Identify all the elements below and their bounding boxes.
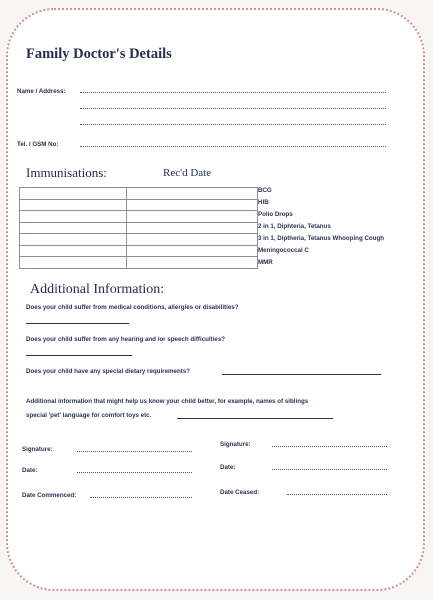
question-medical: Does your child suffer from medical conditions, allergies or disabilities? — [26, 304, 239, 311]
table-cell[interactable] — [20, 211, 127, 223]
name-address-line-2[interactable] — [80, 108, 386, 109]
question-hearing: Does your child suffer from any hearing and /or speech difficulties? — [26, 336, 226, 343]
signature-line-left[interactable] — [77, 451, 192, 452]
table-row — [20, 222, 258, 234]
table-row — [20, 245, 258, 257]
table-cell[interactable] — [20, 188, 127, 200]
table-cell[interactable] — [127, 211, 258, 223]
table-cell[interactable] — [20, 257, 127, 269]
date-commenced-line[interactable] — [90, 497, 192, 498]
table-cell[interactable] — [20, 222, 127, 234]
question-additional-line-2: special 'pet' language for comfort toys etc. — [26, 412, 152, 419]
table-row — [20, 199, 258, 211]
vaccine-mmr: MMR — [258, 259, 273, 266]
date-line-right[interactable] — [272, 469, 387, 470]
answer-hearing-line[interactable] — [26, 355, 132, 356]
answer-additional-line[interactable] — [177, 418, 333, 419]
tel-line[interactable] — [80, 146, 386, 147]
answer-medical-line[interactable] — [26, 323, 129, 324]
table-cell[interactable] — [127, 257, 258, 269]
table-cell[interactable] — [127, 188, 258, 200]
date-ceased-line[interactable] — [287, 494, 387, 495]
additional-info-heading: Additional Information: — [30, 282, 165, 297]
table-row — [20, 188, 258, 200]
table-cell[interactable] — [127, 245, 258, 257]
name-address-label: Name / Address: — [17, 88, 66, 95]
signature-line-right[interactable] — [272, 446, 387, 447]
name-address-line-3[interactable] — [80, 124, 386, 125]
form-title: Family Doctor's Details — [26, 46, 172, 62]
table-cell[interactable] — [20, 245, 127, 257]
table-cell[interactable] — [20, 234, 127, 246]
recd-date-heading: Rec'd Date — [163, 167, 212, 179]
date-line-left[interactable] — [77, 472, 192, 473]
immunisation-table — [19, 187, 258, 269]
signature-label-left: Signature: — [22, 446, 53, 453]
name-address-line-1[interactable] — [80, 92, 386, 93]
signature-label-right: Signature: — [220, 441, 251, 448]
vaccine-meningococcal: Meningococcal C — [258, 247, 309, 254]
answer-dietary-line[interactable] — [222, 374, 381, 375]
vaccine-2in1: 2 in 1, Diphteria, Tetanus — [258, 223, 331, 230]
date-label-right: Date: — [220, 464, 236, 471]
date-ceased-label: Date Ceased: — [220, 489, 260, 496]
date-label-left: Date: — [22, 467, 38, 474]
tel-label: Tel. / GSM No: — [17, 141, 59, 148]
table-row — [20, 234, 258, 246]
table-cell[interactable] — [127, 199, 258, 211]
question-additional-line-1: Additional information that might help us know your child better, for example, names of siblings — [26, 398, 309, 405]
table-row — [20, 257, 258, 269]
vaccine-polio: Polio Drops — [258, 211, 293, 218]
immunisations-heading: Immunisations: — [26, 165, 107, 180]
vaccine-bcg: BCG — [258, 187, 272, 194]
vaccine-hib: HIB — [258, 199, 269, 206]
table-cell[interactable] — [20, 199, 127, 211]
date-commenced-label: Date Commenced: — [22, 492, 77, 499]
table-cell[interactable] — [127, 222, 258, 234]
question-dietary: Does your child have any special dietary requirements? — [26, 368, 191, 375]
vaccine-3in1: 3 in 1, Diptheria, Tetanus Whooping Cough — [258, 235, 385, 242]
table-cell[interactable] — [127, 234, 258, 246]
table-row — [20, 211, 258, 223]
form-frame — [6, 8, 425, 591]
